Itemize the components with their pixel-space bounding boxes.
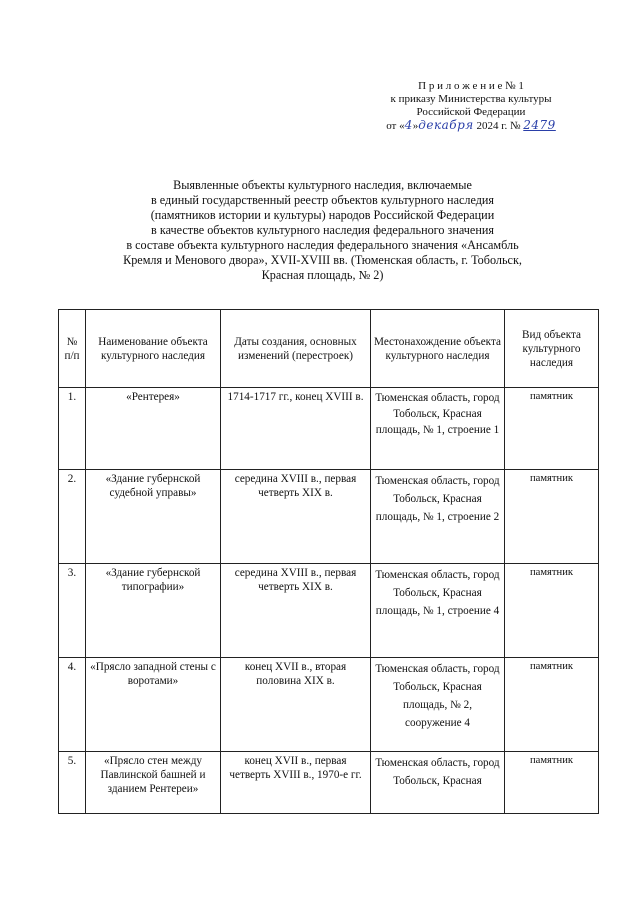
appendix-block — [360, 80, 582, 133]
row-location: Тюменская область, город Тобольск, Красная — [371, 752, 505, 814]
row-location: Тюменская область, город Тобольск, Красная площадь, № 2, сооружение 4 — [371, 658, 505, 752]
table-header-row — [59, 310, 599, 388]
row-number: 5. — [59, 752, 86, 814]
row-location: Тюменская область, город Тобольск, Красная площадь, № 1, строение 2 — [371, 470, 505, 564]
handwritten-order-number: 2479 — [523, 118, 556, 132]
title-line: Красная площадь, № 2) — [261, 268, 384, 282]
appendix-order-ref: к приказу Министерства культуры — [390, 93, 552, 105]
row-kind: памятник — [505, 752, 599, 814]
table-row — [59, 752, 599, 814]
title-line: в качестве объектов культурного наследия федерального значения — [151, 223, 494, 237]
row-dates: конец XVII в., вторая половина XIX в. — [221, 658, 371, 752]
table-row — [59, 388, 599, 470]
row-number: 1. — [59, 388, 86, 470]
row-dates: 1714-1717 гг., конец XVIII в. — [221, 388, 371, 470]
title-line: в составе объекта культурного наследия федерального значения «Ансамбль — [126, 238, 519, 252]
row-name: «Здание губернской типографии» — [86, 564, 221, 658]
heritage-objects-table — [58, 309, 599, 814]
row-number: 4. — [59, 658, 86, 752]
row-name: «Рентерея» — [86, 388, 221, 470]
appendix-ministry: Российской Федерации — [416, 106, 526, 118]
row-kind: памятник — [505, 388, 599, 470]
table-row — [59, 470, 599, 564]
date-year: 2024 г. № — [473, 120, 524, 132]
row-kind: памятник — [505, 470, 599, 564]
header-kind: Вид объекта культурного наследия — [505, 310, 599, 388]
title-line: (памятников истории и культуры) народов Российской Федерации — [150, 208, 495, 222]
row-kind: памятник — [505, 658, 599, 752]
table-row — [59, 564, 599, 658]
header-number: № п/п — [59, 310, 86, 388]
row-location: Тюменская область, город Тобольск, Красная площадь, № 1, строение 1 — [371, 388, 505, 470]
row-dates: середина XVIII в., первая четверть XIX в. — [221, 564, 371, 658]
row-kind: памятник — [505, 564, 599, 658]
header-dates: Даты создания, основных изменений (перестроек) — [221, 310, 371, 388]
table-row — [59, 658, 599, 752]
row-number: 2. — [59, 470, 86, 564]
row-number: 3. — [59, 564, 86, 658]
row-name: «Здание губернской судебной управы» — [86, 470, 221, 564]
row-name: «Прясло западной стены с воротами» — [86, 658, 221, 752]
date-middle: » — [412, 120, 419, 132]
header-name: Наименование объекта культурного наследия — [86, 310, 221, 388]
handwritten-day: 4 — [404, 118, 413, 132]
title-line: в единый государственный реестр объектов культурного наследия — [150, 193, 495, 207]
row-dates: конец XVII в., первая четверть XVIII в., 1970-е гг. — [221, 752, 371, 814]
row-name: «Прясло стен между Павлинской башней и зданием Рентереи» — [86, 752, 221, 814]
title-line: Кремля и Менового двора», XVII-XVIII вв. (Тюменская область, г. Тобольск, — [123, 253, 522, 267]
document-title — [60, 178, 585, 283]
header-location: Местонахождение объекта культурного наследия — [371, 310, 505, 388]
appendix-date-line — [360, 119, 582, 133]
row-location: Тюменская область, город Тобольск, Красная площадь, № 1, строение 4 — [371, 564, 505, 658]
title-line: Выявленные объекты культурного наследия, включаемые — [173, 178, 472, 192]
appendix-heading: П р и л о ж е н и е № 1 — [418, 80, 524, 92]
row-dates: середина XVIII в., первая четверть XIX в. — [221, 470, 371, 564]
date-prefix: от « — [386, 120, 405, 132]
handwritten-month: декабря — [418, 118, 474, 132]
